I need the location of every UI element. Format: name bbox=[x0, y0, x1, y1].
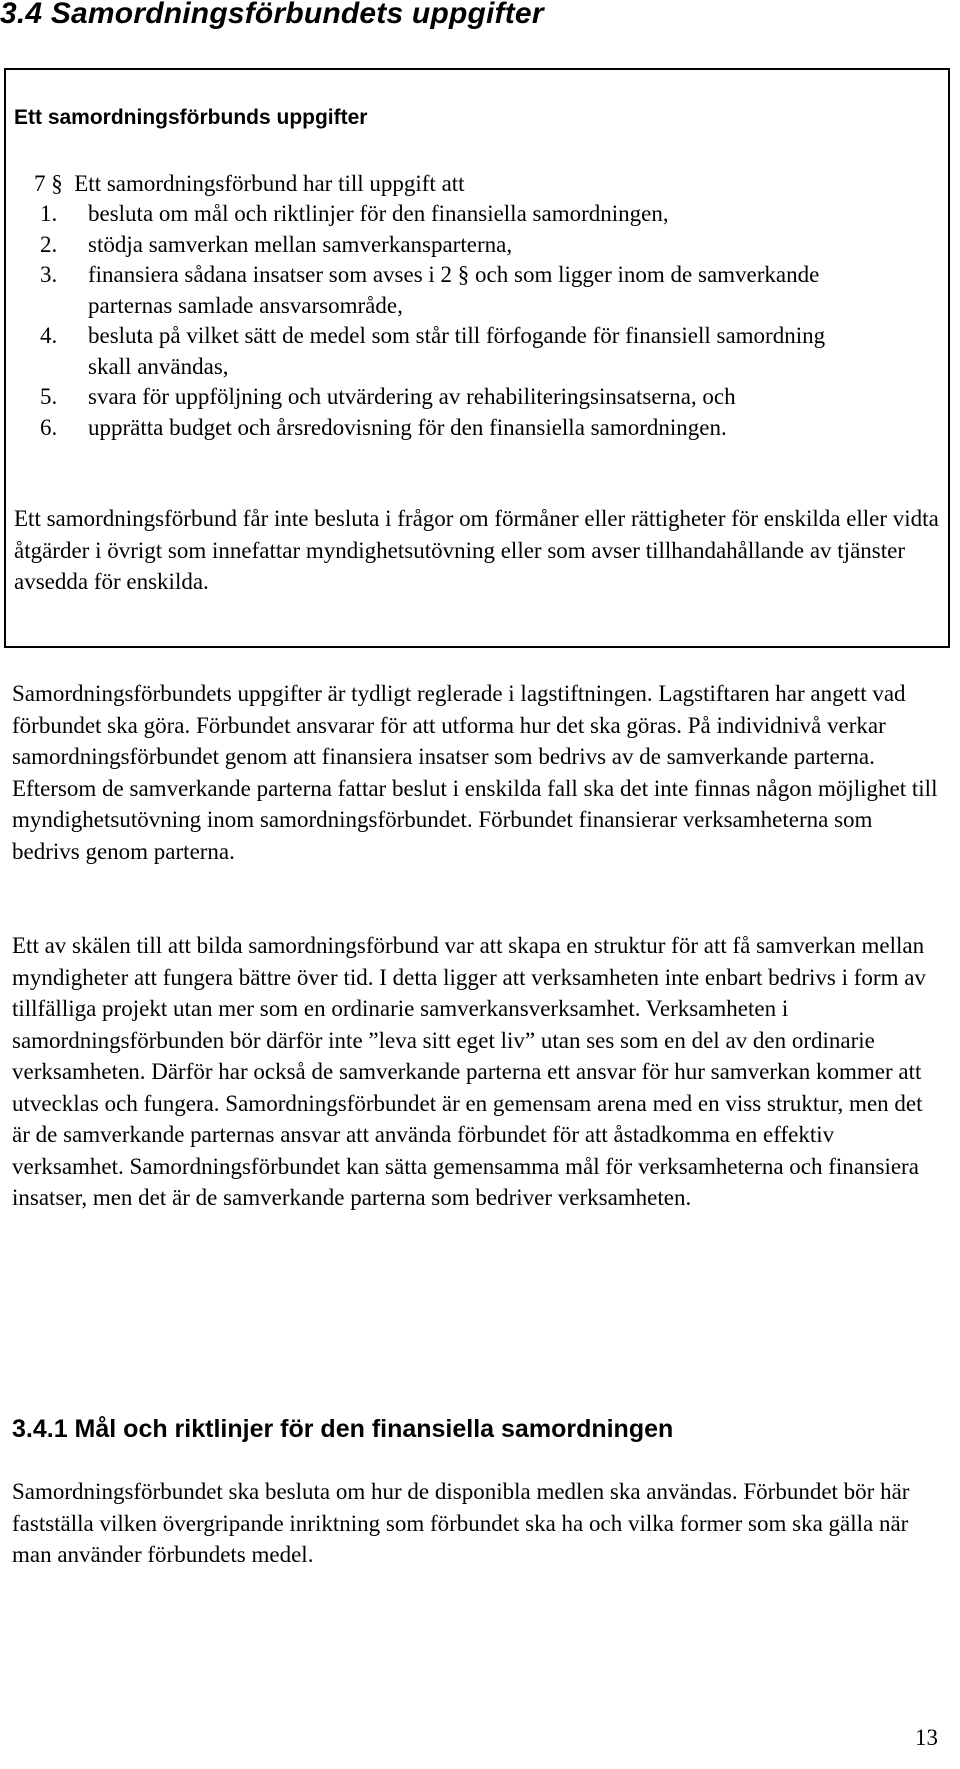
section-number: 7 bbox=[34, 171, 46, 196]
section-intro bbox=[34, 169, 465, 199]
law-box-paragraph: Ett samordningsförbund får inte besluta i frågor om förmåner eller rättigheter för enskilda eller vidta åtgärder i övrigt som innefattar myndighetsutövning eller som avser tillhandahållande av tjänster avsedda för enskilda. bbox=[14, 506, 939, 594]
body-paragraph-2: Ett av skälen till att bilda samordningsförbund var att skapa en struktur för att få samverkan mellan myndigheter att fungera bättre över tid. I detta ligger att verksamheten inte enbart bedrivs i form av tillfälliga projekt utan mer som en ordinarie samverkansverksamhet. Verksamheten i samordningsförbunden bör därför inte ”leva sitt eget liv” utan ses som en del av den ordinarie verksamheten. Därför har också de samverkande parterna ett ansvar för hur samverkan kommer att utvecklas och fungera. Samordningsförbundet är en gemensam arena med en viss struktur, men det är de samverkande parternas ansvar att använda förbundet för att åstadkomma en effektiv verksamhet. Samordningsförbundet kan sätta gemensamma mål för verksamheterna och finansiera insatser, men det är de samverkande parterna som bedriver verksamheten. bbox=[12, 933, 926, 1210]
list-item: 1. besluta om mål och riktlinjer för den finansiella samordningen, bbox=[40, 201, 669, 226]
page-number: 13 bbox=[915, 1725, 938, 1750]
subsection-heading: 3.4.1 Mål och riktlinjer för den finansiella samordningen bbox=[12, 1415, 674, 1443]
section-symbol: § bbox=[51, 171, 63, 196]
law-text-box bbox=[4, 68, 950, 648]
section-intro-text: Ett samordningsförbund har till uppgift att bbox=[74, 171, 465, 196]
law-box-title: Ett samordningsförbunds uppgifter bbox=[14, 106, 368, 129]
body-paragraph-3: Samordningsförbundet ska besluta om hur de disponibla medlen ska användas. Förbundet bör här fastställa vilken övergripande inriktning som förbundet ska ha och vilka former som ska gälla när man använder förbundets medel. bbox=[12, 1479, 910, 1567]
section-heading: 3.4 Samordningsförbundets uppgifter bbox=[0, 0, 544, 30]
body-paragraph-1: Samordningsförbundets uppgifter är tydligt reglerade i lagstiftningen. Lagstiftaren har angett vad förbundet ska göra. Förbundet ansvarar för att utforma hur det ska göras. På individnivå verkar samordningsförbundet genom att finansiera insatser som bedrivs av de samverkande parterna. Eftersom de samverkande parterna fattar beslut i enskilda fall ska det inte finnas någon möjlighet till myndighetsutövning inom samordningsförbundet. Förbundet finansierar verksamheterna som bedrivs genom parterna. bbox=[12, 681, 938, 864]
list-item: 3. finansiera sådana insatser som avses i 2 § och som ligger inom de samverkande parternas samlade ansvarsområde, bbox=[40, 262, 820, 318]
list-item: 6. upprätta budget och årsredovisning för den finansiella samordningen. bbox=[40, 414, 727, 440]
list-item: 5. svara för uppföljning och utvärdering av rehabiliteringsinsatserna, och bbox=[40, 384, 736, 409]
task-list bbox=[40, 199, 868, 443]
list-item: 4. besluta på vilket sätt de medel som står till förfogande för finansiell samordning skall användas, bbox=[40, 323, 826, 379]
list-item: 2. stödja samverkan mellan samverkansparterna, bbox=[40, 231, 513, 257]
